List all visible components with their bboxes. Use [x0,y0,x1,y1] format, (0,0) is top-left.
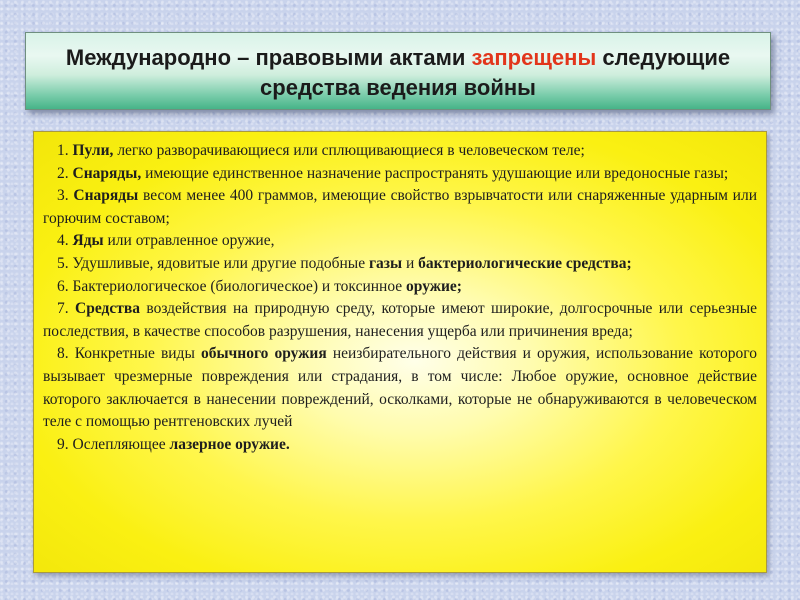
item-text: Удушливые, ядовитые или другие подобные [72,254,369,272]
item-number: 5. [57,254,69,272]
item-text: имеющие единственное назначение распространять удушающие или вредоносные газы; [141,164,729,182]
item-text: Ослепляющее [72,435,170,453]
item-keyword: Снаряды, [72,164,142,182]
item-number: 4. [57,232,69,250]
item-keyword: Средства [75,300,140,318]
title-line-1 [26,43,770,73]
item-number: 7. [57,300,69,318]
item-keyword: газы [368,254,403,272]
item-number: 2. [57,164,69,182]
list-item-8 [43,343,757,433]
title-line-1-start: Международно – правовыми актами [65,45,472,70]
list-item-3 [43,185,757,230]
item-text: Бактериологическое (биологическое) и токсинное [72,277,407,295]
item-keyword: оружие; [406,277,462,295]
item-keyword: Яды [72,232,104,250]
list-item-1 [43,140,757,163]
list-item-5 [43,253,757,276]
item-text: или отравленное оружие, [103,232,275,250]
item-keyword-2: бактериологические средства; [418,254,632,272]
list-item-9 [43,434,757,457]
title-line-2: средства ведения войны [260,75,536,100]
item-keyword: Пули, [72,142,114,159]
item-number: 3. [57,187,69,205]
item-text: Конкретные виды [74,345,201,363]
list-item-6 [43,276,757,299]
title-line-1-end: следующие [596,45,731,70]
item-keyword: обычного оружия [200,345,327,363]
item-number: 1. [57,142,69,159]
item-text: легко разворачивающиеся или сплющивающиеся в человеческом теле; [113,142,585,159]
item-text: воздействия на природную среду, которые имеют широкие, долгосрочные или серьезные последствия, в качестве способов разрушения, нанесения ущерба или причинения вреда; [43,300,757,340]
item-number: 8. [57,345,69,363]
item-keyword: Снаряды [73,187,139,205]
item-number: 9. [57,435,69,453]
title-banner [25,32,771,110]
item-keyword: лазерное оружие. [169,435,290,453]
title-accent-word: запрещены [471,45,597,70]
list-item-2 [43,163,757,186]
list-item-4 [43,230,757,253]
prohibited-means-list [33,131,767,573]
item-text-2: и [402,254,419,272]
item-text-2: неизбирательного действия и оружия, использование которого вызывает чрезмерные повреждения или страдания, в том числе: Любое оружие, основное действие которого заключается в нанесении повреждений, осколками, которые не обнаруживаются в человеческом теле с помощью рентгеновских лучей [43,345,757,431]
list-item-7 [43,298,757,343]
item-number: 6. [57,277,69,295]
item-text: весом менее 400 граммов, имеющие свойство взрывчатости или снаряженные ударным или горючим составом; [43,187,758,227]
